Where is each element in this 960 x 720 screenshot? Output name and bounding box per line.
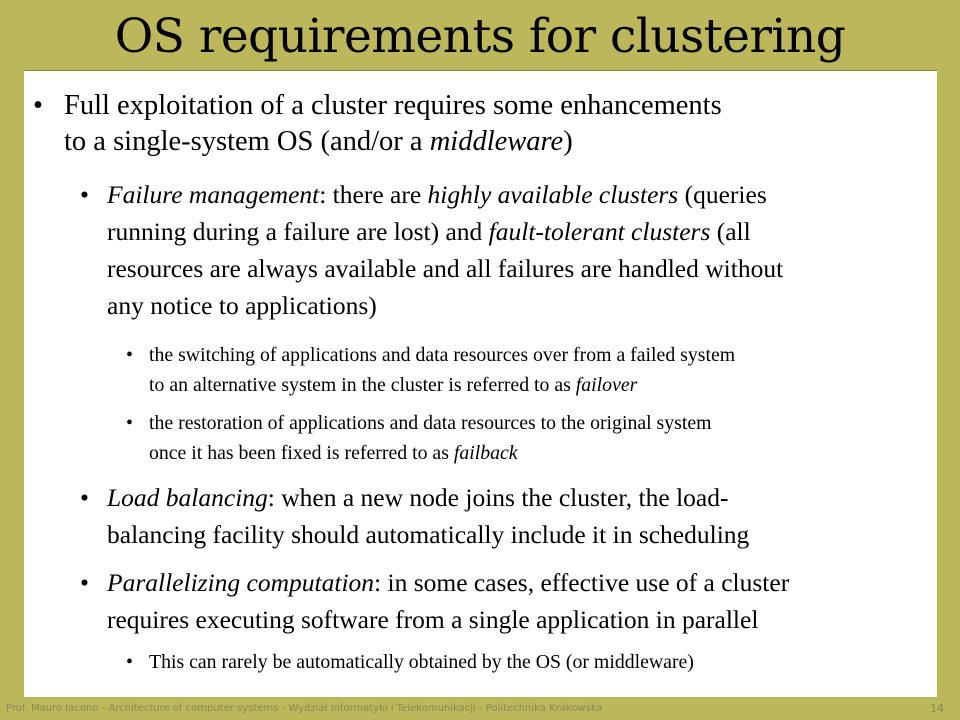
bullet-dot-icon: • <box>80 180 89 209</box>
page-number: 14 <box>930 702 944 715</box>
bullet-line: balancing facility should automatically include it in scheduling <box>107 520 750 549</box>
bullet-dot-icon: • <box>126 651 133 673</box>
bullet-line: This can rarely be automatically obtained by the OS (or middleware) <box>149 651 694 673</box>
bullet-line: requires executing software from a single application in parallel <box>107 605 759 634</box>
bullet-level3 <box>126 408 934 468</box>
slide-title: OS requirements for clustering <box>114 9 846 64</box>
bullet-dot-icon: • <box>80 568 89 597</box>
bullet-line: the restoration of applications and data resources to the original system <box>149 412 712 434</box>
bullet-level3 <box>126 340 934 400</box>
bullet-level2 <box>80 479 937 553</box>
bullet-dot-icon: • <box>33 90 43 121</box>
bullet-line: any notice to applications) <box>107 291 377 320</box>
bullet-line: Full exploitation of a cluster requires some enhancements <box>64 90 722 121</box>
bullet-line: Parallelizing computation: in some cases, effective use of a cluster <box>107 568 790 597</box>
bullet-line: running during a failure are lost) and fault-tolerant clusters (all <box>107 217 751 246</box>
bullet-level1 <box>33 88 934 160</box>
bullet-line: to a single-system OS (and/or a middleware) <box>64 126 573 157</box>
bullet-line: resources are always available and all failures are handled without <box>107 254 784 283</box>
bullet-level3 <box>126 647 934 677</box>
bullet-line: the switching of applications and data resources over from a failed system <box>149 344 736 366</box>
slide-footer: Prof. Mauro Iacono - Architecture of computer systems - Wydział Informatyki i Telekomunikacji - Politechnika Krakowska <box>6 703 603 714</box>
bullet-level2 <box>80 176 937 324</box>
bullet-line: to an alternative system in the cluster is referred to as failover <box>149 374 638 396</box>
bullet-dot-icon: • <box>80 483 89 512</box>
bullet-line: Failure management: there are highly available clusters (queries <box>107 180 767 209</box>
slide-content <box>24 70 937 697</box>
bullet-dot-icon: • <box>126 412 133 434</box>
bullet-line: Load balancing: when a new node joins the cluster, the load- <box>107 483 729 512</box>
bullet-dot-icon: • <box>126 344 133 366</box>
bullet-line: once it has been fixed is referred to as failback <box>149 442 518 464</box>
bullet-level2 <box>80 564 937 638</box>
